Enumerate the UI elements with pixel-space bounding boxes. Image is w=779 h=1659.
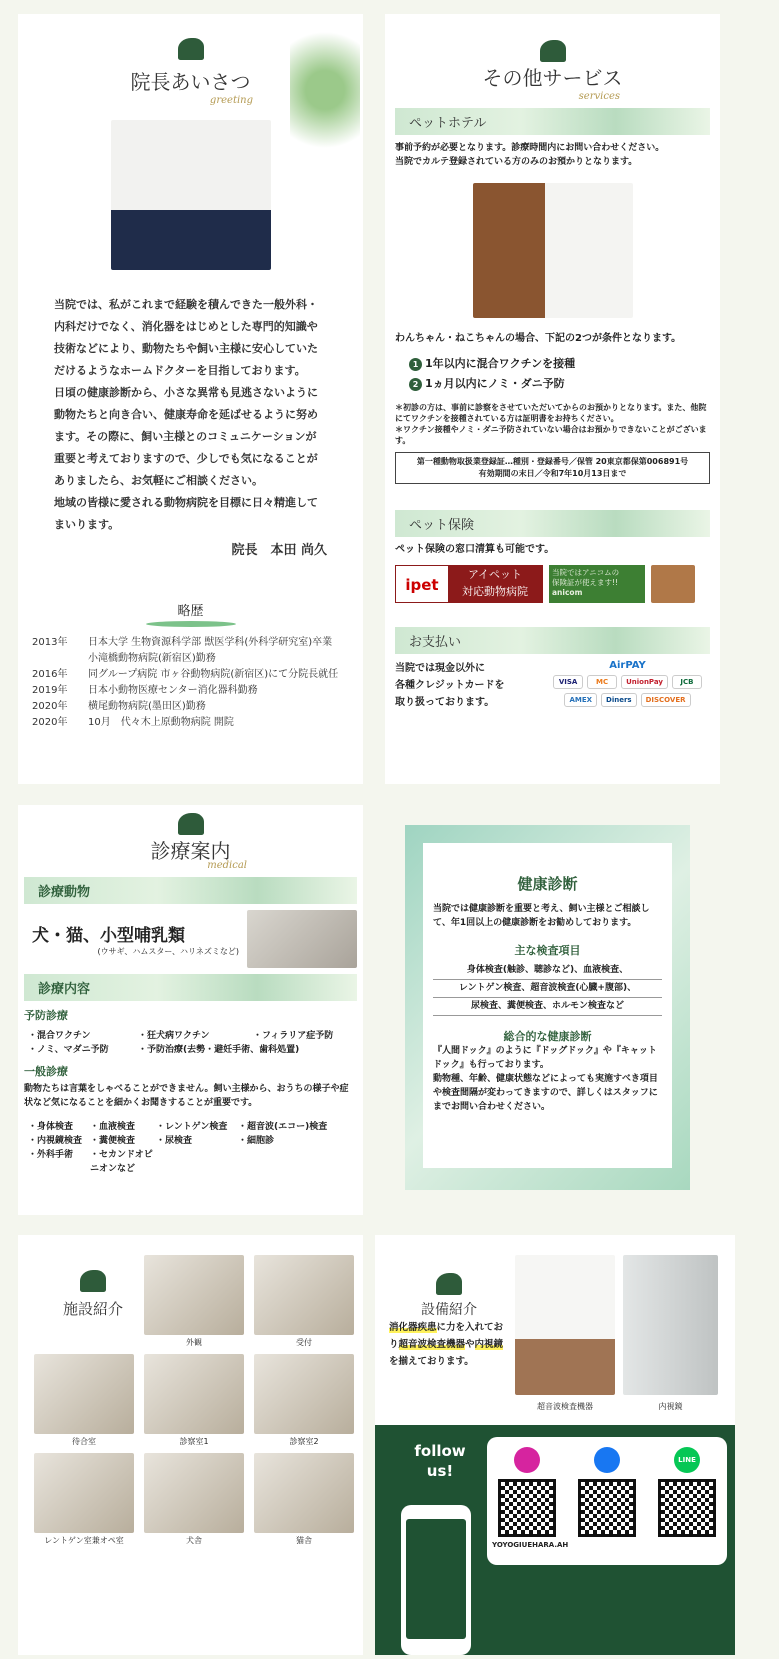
- history-row: [32, 683, 349, 699]
- facility-photo: [254, 1453, 354, 1546]
- medical-title: 診療案内: [150, 839, 231, 863]
- history-title: 略歴: [177, 604, 204, 619]
- equipment-text-part: 内視鏡: [474, 1339, 504, 1350]
- instagram-icon[interactable]: [514, 1447, 540, 1473]
- comprehensive-text: 『人間ドック』のように『ドッグドック』や『キャットドック』も行っております。: [433, 1046, 657, 1070]
- card-logo-diners: Diners: [601, 693, 637, 707]
- line-icon-label: LINE: [678, 1456, 696, 1464]
- history-year: 2016年: [32, 669, 68, 680]
- history-text: 同グループ病院 市ヶ谷動物病院(新宿区)にて分院長就任: [88, 669, 339, 680]
- anicom-line: 当院ではアニコムの: [552, 568, 620, 577]
- social-qr-area: [487, 1437, 727, 1565]
- checkup-panel: [405, 825, 690, 1190]
- exam-item: ・内視鏡検査: [28, 1136, 83, 1146]
- facility-panel: [18, 1235, 363, 1655]
- history-text: 日本小動物医療センター消化器科勤務: [88, 685, 258, 696]
- checkup-title: 健康診断: [517, 875, 578, 893]
- card-logo-discover: DISCOVER: [641, 693, 691, 707]
- history-year: 2013年: [32, 637, 68, 648]
- ultrasound-photo: [515, 1255, 615, 1395]
- conditions-lead: わんちゃん・ねこちゃんの場合、下記の2つが条件となります。: [395, 333, 682, 344]
- equipment-text-part: 超音波検査機器: [398, 1339, 466, 1350]
- condition-item: [409, 354, 710, 374]
- history-text: 10月 代々木上原動物病院 開院: [88, 717, 234, 728]
- photo-image: [34, 1354, 134, 1434]
- history-text: 日本大学 生物資源科学部 獣医学科(外科学研究室)卒業: [88, 637, 333, 648]
- exam-item: ・セカンドオピニオンなど: [90, 1150, 153, 1174]
- follow-us-banner: [375, 1425, 735, 1655]
- hotel-note: ＊ワクチン接種やノミ・ダニ予防されていない場合はお預かりできないことがございます。: [395, 425, 707, 445]
- facility-photo: [144, 1453, 244, 1546]
- animals-note: (ウサギ、ハムスター、ハリネズミなど): [97, 947, 239, 956]
- photo-caption: 受付: [296, 1338, 312, 1347]
- general-text: 動物たちは言葉をしゃべることができません。飼い主様から、おうちの様子や症状など気になることを細かくお聞きすることが重要です。: [24, 1084, 349, 1108]
- greeting-paragraph: 日頃の健康診断から、小さな異常も見逃さないように動物たちと向き合い、健康寿命を延ばせるように努めます。その際に、飼い主様とのコミュニケーションが重要と考えておりますので、少しでも気になることがありましたら、お気軽にご相談ください。: [54, 386, 318, 487]
- general-heading: 一般診療: [24, 1065, 68, 1078]
- card-logo-amex: AMEX: [564, 693, 597, 707]
- dog-logo-icon: [24, 813, 357, 835]
- history-text: 小滝橋動物病院(新宿区)勤務: [88, 653, 216, 664]
- photo-caption: 待合室: [72, 1437, 96, 1446]
- condition-item: [409, 374, 710, 394]
- equipment-text-part: に力を入れており: [389, 1322, 504, 1350]
- license-line: 有効期間の末日／令和7年10月13日まで: [478, 469, 627, 478]
- card-logos: [545, 675, 710, 707]
- signature: 院長 本田 尚久: [231, 543, 327, 558]
- section-pet-insurance: ペット保険: [395, 510, 710, 537]
- history-row: [32, 667, 349, 683]
- ivy-decoration: [290, 0, 360, 180]
- social-facebook[interactable]: [572, 1447, 642, 1565]
- facility-photo: [144, 1354, 244, 1447]
- equipment-text: [389, 1319, 509, 1370]
- facility-photos: [34, 1255, 356, 1546]
- insurance-logos: [395, 565, 710, 603]
- photo-caption: 犬舎: [186, 1536, 202, 1545]
- facility-photo: [34, 1453, 134, 1546]
- services-title: その他サービス: [482, 66, 623, 90]
- exam-item: ・血液検査: [90, 1122, 136, 1132]
- greeting-paragraph: 当院では、私がこれまで経験を積んできた一般外科・内科だけでなく、消化器をはじめとした専門的知識や技術などにより、動物たちや飼い主様に安心していただけるようなホームドクターを目指しております。: [54, 298, 318, 377]
- greeting-text: [18, 270, 363, 562]
- equipment-title: 設備紹介: [421, 1302, 477, 1318]
- equipment-text-part: を揃えております。: [389, 1356, 474, 1367]
- photo-caption: レントゲン室兼オペ室: [44, 1536, 124, 1545]
- anicom-line: 保険証が使えます!!: [552, 578, 619, 587]
- services-panel: [385, 14, 720, 784]
- ipet-logo: ipet: [396, 566, 448, 602]
- preventive-item: ・狂犬病ワクチン: [138, 1031, 210, 1041]
- anicom-badge: [549, 565, 645, 603]
- facility-photo: [144, 1255, 244, 1348]
- section-pet-hotel: ペットホテル: [395, 108, 710, 135]
- photo-image: [144, 1453, 244, 1533]
- facility-photo: [254, 1255, 354, 1348]
- history-year: 2020年: [32, 701, 68, 712]
- dog-logo-icon: [395, 40, 710, 62]
- director-photo: [111, 120, 271, 270]
- photo-caption: 診察室1: [179, 1437, 209, 1446]
- exam-item: ・糞便検査: [90, 1136, 136, 1146]
- exam-item: ・レントゲン検査: [156, 1122, 228, 1132]
- exam-item: ・尿検査: [156, 1136, 193, 1146]
- hotel-intro: 当院でカルテ登録されている方のみのお預かりとなります。: [395, 157, 638, 167]
- preventive-item: ・予防治療(去勢・避妊手術、歯科処置): [138, 1045, 300, 1055]
- exam-item: ・細胞診: [238, 1136, 275, 1146]
- photo-caption: 超音波検査機器: [537, 1402, 593, 1411]
- photo-caption: 内視鏡: [658, 1402, 683, 1411]
- qr-code-icon[interactable]: [578, 1479, 636, 1537]
- history-year: 2019年: [32, 685, 68, 696]
- history-row: [32, 699, 349, 715]
- qr-code-icon[interactable]: [658, 1479, 716, 1537]
- card-logo-unionpay: UnionPay: [621, 675, 668, 689]
- instagram-handle: YOYOGIUEHARA.AH: [492, 1541, 569, 1549]
- card-logo-visa: VISA: [553, 675, 583, 689]
- preventive-heading: 予防診療: [24, 1009, 68, 1022]
- greeting-script: greeting: [209, 95, 253, 106]
- dog-cat-photo: [247, 910, 357, 968]
- ipet-badge: [395, 565, 543, 603]
- payment-text: 各種クレジットカードを: [395, 680, 505, 691]
- facility-title: 施設紹介: [62, 1300, 123, 1318]
- greeting-title: 院長あいさつ: [130, 70, 251, 94]
- photo-image: [254, 1255, 354, 1335]
- history-text: 横尾動物病院(墨田区)勤務: [88, 701, 206, 712]
- comprehensive-heading: 総合的な健康診断: [503, 1030, 592, 1043]
- checkup-item: 身体検査(触診、聴診など)、血液検査、: [433, 962, 662, 980]
- anicom-logo: anicom: [552, 588, 583, 597]
- exam-item: ・身体検査: [28, 1122, 74, 1132]
- leaf-divider: [146, 621, 236, 627]
- hotel-intro: 事前予約が必要となります。診療時間内にお問い合わせください。: [395, 143, 665, 153]
- qr-code-icon[interactable]: [498, 1479, 556, 1537]
- payment-text: 取り扱っております。: [395, 697, 495, 708]
- photo-image: [254, 1453, 354, 1533]
- preventive-item: ・ノミ、マダニ予防: [28, 1045, 109, 1055]
- medical-script: medical: [207, 860, 247, 871]
- photo-caption: 外観: [186, 1338, 202, 1347]
- preventive-item: ・混合ワクチン: [28, 1031, 91, 1041]
- card-logo-mc: MC: [587, 675, 617, 689]
- poodle-photo: [651, 565, 695, 603]
- exam-list: [28, 1120, 357, 1176]
- license-box: [395, 452, 710, 484]
- exam-item: ・外科手術: [28, 1150, 74, 1160]
- history-row: [32, 635, 349, 651]
- equipment-text-part: 消化器疾患: [389, 1322, 437, 1333]
- photo-image: [144, 1354, 244, 1434]
- phone-illustration: [401, 1505, 471, 1655]
- line-icon[interactable]: [674, 1447, 700, 1473]
- number-badge-icon: 2: [409, 378, 422, 391]
- ipet-line: 対応動物病院: [462, 585, 528, 598]
- greeting-paragraph: 地域の皆様に愛される動物病院を目標に日々精進してまいります。: [54, 496, 318, 531]
- condition-text: 1ヵ月以内にノミ・ダニ予防: [425, 377, 565, 390]
- exam-item: ・超音波(エコー)検査: [238, 1122, 328, 1132]
- payment-text: 当院では現金以外に: [395, 663, 485, 674]
- preventive-item: ・フィラリア症予防: [253, 1031, 334, 1041]
- ipet-line: アイペット: [467, 568, 522, 581]
- spacer: [34, 1255, 134, 1348]
- history-year: [32, 651, 88, 667]
- card-logo-jcb: JCB: [672, 675, 702, 689]
- services-script: services: [578, 91, 620, 102]
- facility-photo: [34, 1354, 134, 1447]
- preventive-list: [28, 1029, 357, 1057]
- comprehensive-text: 動物種、年齢、健康状態などによっても実施すべき項目や検査間隔が変わってきますので、詳しくはスタッフにまでお問い合わせください。: [433, 1074, 658, 1112]
- hotel-note: ＊初診の方は、事前に診察をさせていただいてからのお預かりとなります。また、他院にてワクチンを接種されている方は証明書をお持ちください。: [395, 403, 707, 423]
- photo-caption: 猫舎: [296, 1536, 312, 1545]
- insurance-text: ペット保険の窓口清算も可能です。: [395, 544, 555, 555]
- checkup-item: レントゲン検査、超音波検査(心臓+腹部)、: [433, 980, 662, 998]
- history-row: [32, 715, 349, 731]
- equipment-text-part: や: [465, 1339, 475, 1350]
- photo-caption: 診察室2: [289, 1437, 319, 1446]
- checkup-items: [433, 962, 662, 1016]
- checkup-intro: 当院では健康診断を重要と考え、飼い主様とご相談して、年1回以上の健康診断をお勧めしております。: [433, 904, 650, 928]
- follow-label: us!: [426, 1462, 454, 1480]
- section-content: 診療内容: [24, 974, 357, 1001]
- equipment-panel: [375, 1235, 735, 1655]
- items-heading: 主な検査項目: [514, 944, 581, 957]
- follow-label: follow: [414, 1442, 466, 1460]
- animals-text: 犬・猫、小型哺乳類: [32, 926, 185, 946]
- facebook-icon[interactable]: [594, 1447, 620, 1473]
- photo-image: [34, 1453, 134, 1533]
- history-year: 2020年: [32, 717, 68, 728]
- facility-photo: [254, 1354, 354, 1447]
- photo-image: [144, 1255, 244, 1335]
- number-badge-icon: 1: [409, 358, 422, 371]
- section-payment: お支払い: [395, 627, 710, 654]
- social-instagram[interactable]: [492, 1447, 569, 1565]
- hotel-dogs-photo: [473, 183, 633, 318]
- medical-panel: [18, 805, 363, 1215]
- conditions-list: [409, 354, 710, 394]
- photo-image: [254, 1354, 354, 1434]
- checkup-item: 尿検査、糞便検査、ホルモン検査など: [433, 998, 662, 1016]
- condition-text: 1年以内に混合ワクチンを接種: [425, 357, 576, 370]
- history-list: [18, 635, 363, 731]
- section-animals: 診療動物: [24, 877, 357, 904]
- social-line[interactable]: [652, 1447, 722, 1565]
- history-row: [32, 651, 349, 667]
- airpay-logo: AirPAY: [609, 660, 646, 671]
- dog-logo-icon: [436, 1273, 462, 1295]
- endoscope-photo: [623, 1255, 718, 1395]
- license-line: 第一種動物取扱業登録証…種別・登録番号／保管 20東京都保第006891号: [416, 457, 689, 466]
